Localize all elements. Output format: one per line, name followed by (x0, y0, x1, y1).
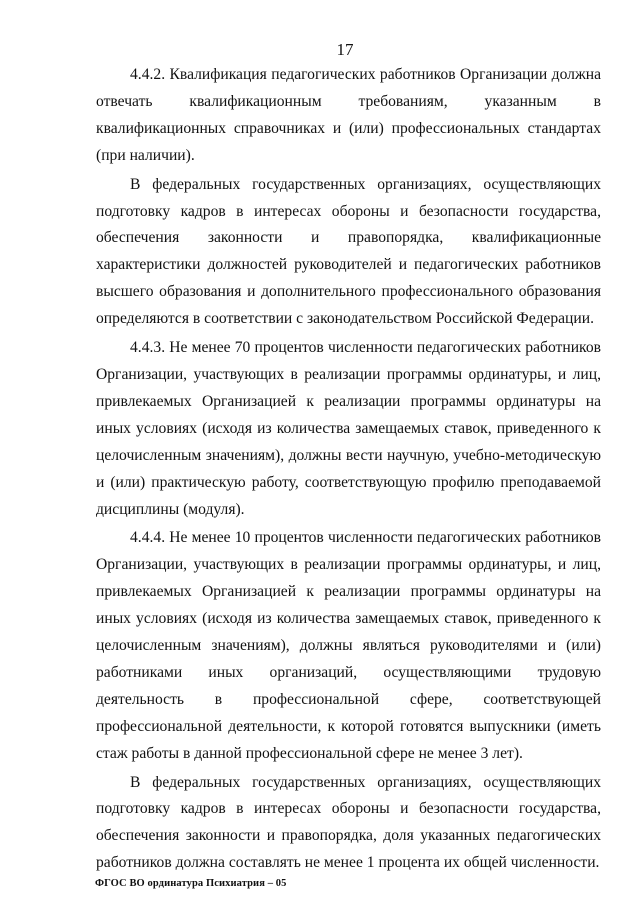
document-body (96, 62, 601, 877)
paragraph-federal-share: В федеральных государственных организациях, осуществляющих подготовку кадров в интересах обороны и безопасности государства, обеспечения законности и правопорядка, доля указанных педагогических работников должна составлять не менее 1 процента их общей численности. (96, 773, 601, 872)
page-number: 17 (336, 40, 354, 59)
page-footer: ФГОС ВО ординатура Психиатрия – 05 (95, 878, 287, 889)
paragraph-4-4-2: 4.4.2. Квалификация педагогических работников Организации должна отвечать квалификационным требованиям, указанным в квалификационных справочниках и (или) профессиональных стандартах (при наличии). (96, 66, 601, 164)
paragraph-federal-qualification: В федеральных государственных организациях, осуществляющих подготовку кадров в интересах обороны и безопасности государства, обеспечения законности и правопорядка, квалификационные характеристики должностей руководителей и педагогических работников высшего образования и дополнительного профессионального образования определяются в соответствии с законодательством Российской Федерации. (96, 175, 601, 328)
paragraph-4-4-4: 4.4.4. Не менее 10 процентов численности педагогических работников Организации, участвующих в реализации программы ординатуры, и лиц, привлекаемых Организацией к реализации программы ординатуры на иных условиях (исходя из количества замещаемых ставок, приведенного к целочисленным значениям), должны являться руководителями и (или) работниками иных организаций, осуществляющими трудовую деятельность в профессиональной сфере, соответствующей профессиональной деятельности, к которой готовятся выпускники (иметь стаж работы в данной профессиональной сфере не менее 3 лет). (96, 529, 601, 762)
paragraph-4-4-3: 4.4.3. Не менее 70 процентов численности педагогических работников Организации, участвующих в реализации программы ординатуры, и лиц, привлекаемых Организацией к реализации программы ординатуры на иных условиях (исходя из количества замещаемых ставок, приведенного к целочисленным значениям), должны вести научную, учебно-методическую и (или) практическую работу, соответствующую профилю преподаваемой дисциплины (модуля). (96, 339, 601, 518)
